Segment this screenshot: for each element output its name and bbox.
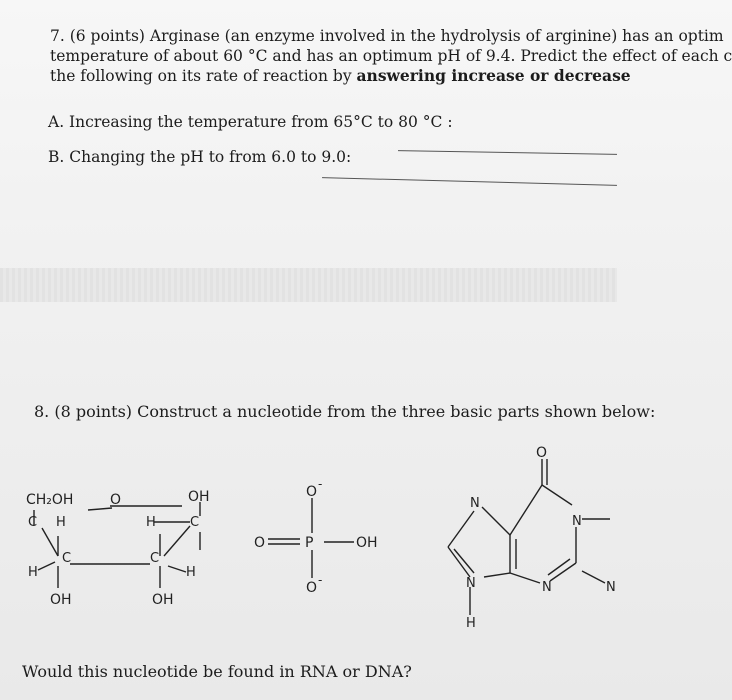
q8-question: Would this nucleotide be found in RNA or DNA? <box>22 662 412 681</box>
phosphate-top-oxygen: O <box>306 484 318 500</box>
q8-prompt: 8. (8 points) Construct a nucleotide from the three basic parts shown below: <box>34 402 656 421</box>
phosphate-phosphorus: P <box>305 535 314 551</box>
sugar-h4: H <box>56 515 66 530</box>
sugar-oh-top: OH <box>188 489 210 505</box>
phosphate-double-bond-oxygen: O <box>254 535 266 551</box>
phosphate-bottom-oxygen: O <box>306 580 318 596</box>
base-n9: N <box>466 576 476 591</box>
q7-line-1: 7. (6 points) Arginase (an enzyme involved in the hydrolysis of arginine) has an optim <box>50 27 724 45</box>
q7-instruction-bold: answering increase or decrease <box>356 66 631 85</box>
q7-line-3-text: the following on its rate of reaction by <box>50 67 357 85</box>
sugar-h1: H <box>146 515 156 530</box>
base-n1: N <box>572 514 582 529</box>
question-7 <box>50 26 732 86</box>
base-h9: H <box>466 616 476 631</box>
q7-answer-line-b[interactable] <box>322 177 617 186</box>
nitrogenous-base-structure <box>430 445 617 635</box>
q7-line-2: temperature of about 60 °C and has an optimum pH of 9.4. Predict the effect of each c <box>50 47 732 65</box>
sugar-ring-oxygen: O <box>110 492 122 508</box>
phosphate-bottom-charge: - <box>318 573 323 587</box>
base-carbonyl-oxygen: O <box>536 445 548 461</box>
phosphate-structure <box>250 478 390 598</box>
sugar-c2: C <box>150 551 160 566</box>
paper-fold-band <box>0 268 617 302</box>
q7-line-3 <box>50 66 631 86</box>
ribose-sugar-structure <box>0 470 230 620</box>
phosphate-oh: OH <box>356 535 378 551</box>
sugar-oh-3: OH <box>50 592 72 608</box>
sugar-ch2oh: CH₂OH <box>26 492 74 508</box>
sugar-c4: C <box>28 515 38 530</box>
base-n3: N <box>542 580 552 595</box>
base-n7: N <box>470 496 480 511</box>
sugar-h3: H <box>28 565 38 580</box>
sugar-h2: H <box>186 565 196 580</box>
q7-option-a: A. Increasing the temperature from 65°C to 80 °C : <box>48 113 453 131</box>
sugar-oh-2: OH <box>152 592 174 608</box>
q7-option-b: B. Changing the pH to from 6.0 to 9.0: <box>48 148 352 166</box>
sugar-c3: C <box>62 551 72 566</box>
sugar-c1: C <box>190 515 200 530</box>
phosphate-top-charge: - <box>318 477 323 491</box>
q7-answer-line-a[interactable] <box>398 150 617 155</box>
base-n-amino: N <box>606 580 616 595</box>
